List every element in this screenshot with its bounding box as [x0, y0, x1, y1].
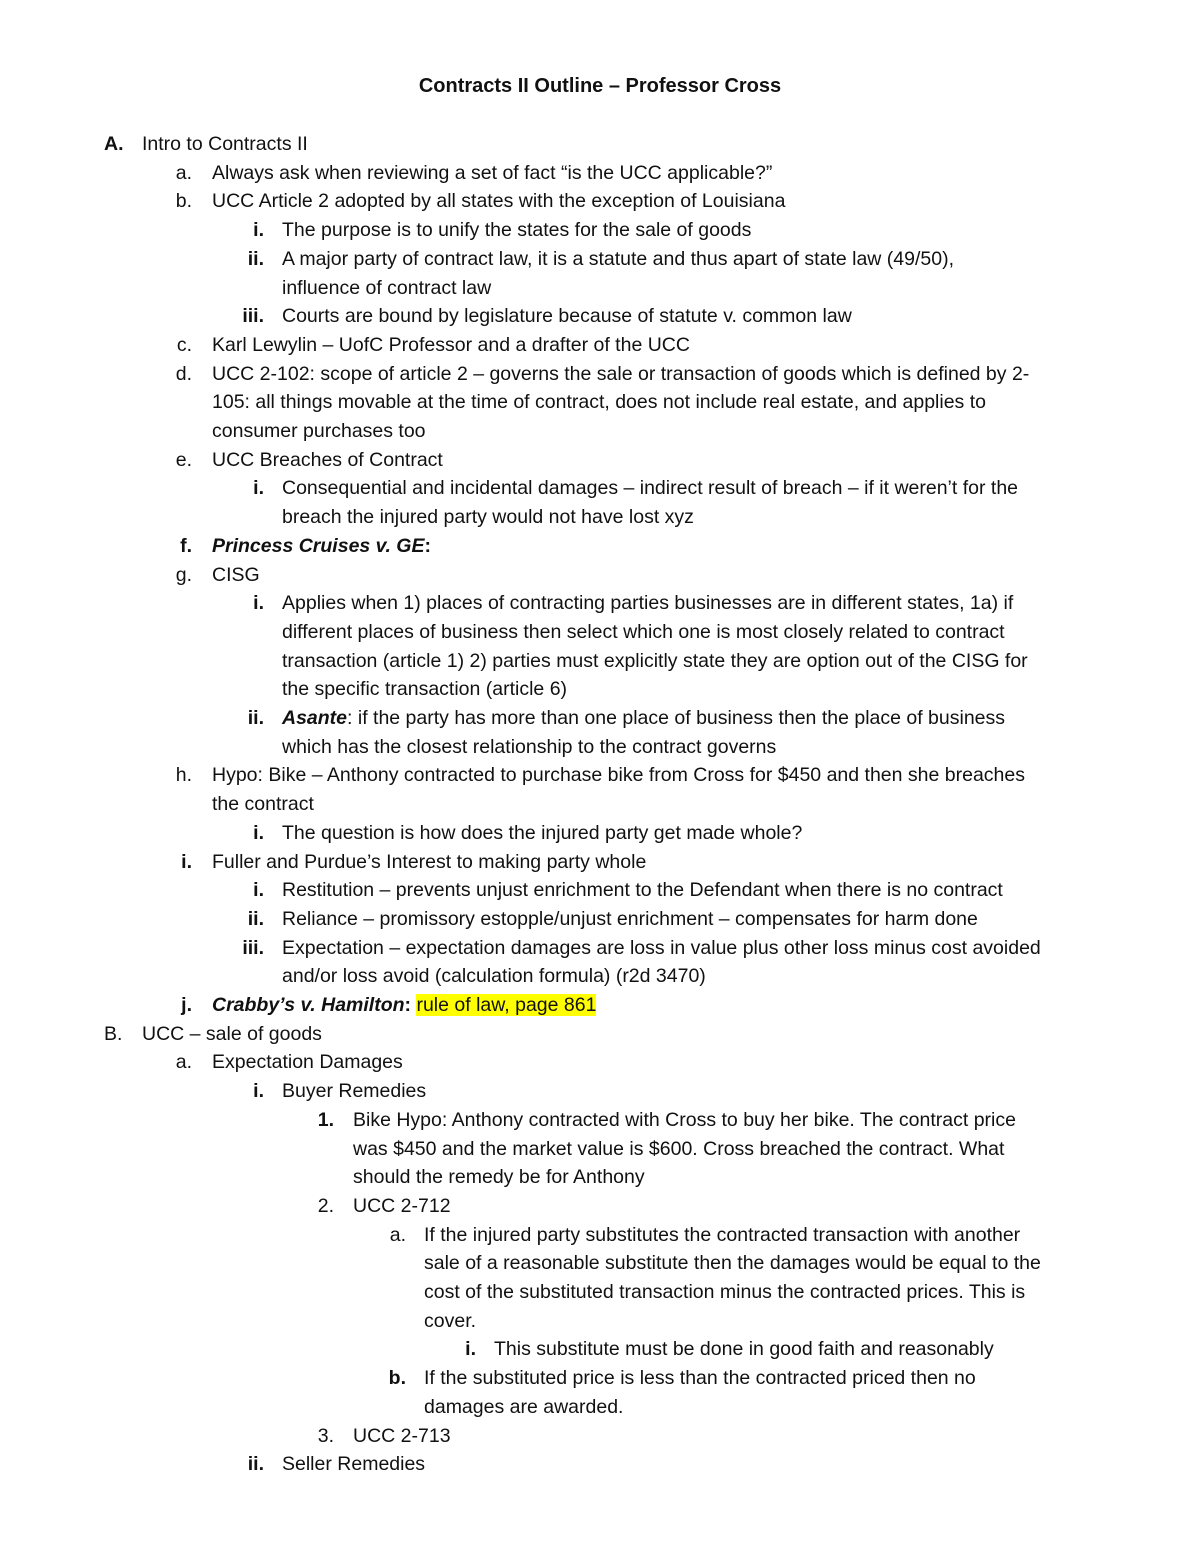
list-marker: h. — [175, 764, 192, 787]
list-item-text: UCC Breaches of Contract — [212, 448, 443, 471]
list-item-text: Always ask when reviewing a set of fact “is the UCC applicable?” — [212, 161, 773, 184]
list-item-continuation: and/or loss avoid (calculation formula) (r2d 3470) — [282, 965, 706, 988]
list-marker: e. — [175, 448, 192, 471]
list-marker: a. — [389, 1223, 406, 1246]
list-item-continuation: which has the closest relationship to the contract governs — [282, 735, 777, 758]
section-heading: Intro to Contracts II — [142, 133, 308, 155]
list-item-continuation: cover. — [424, 1309, 477, 1332]
list-marker: i. — [181, 850, 192, 873]
list-item-text: Expectation Damages — [212, 1051, 403, 1074]
list-marker: 3. — [317, 1424, 334, 1447]
list-item-text: Buyer Remedies — [282, 1080, 427, 1103]
list-marker: a. — [175, 161, 192, 184]
list-item-continuation: the specific transaction (article 6) — [282, 678, 568, 701]
case-name: Crabby’s v. Hamilton — [212, 994, 405, 1016]
list-item-text: Restitution – prevents unjust enrichment to the Defendant when there is no contract — [282, 879, 1003, 902]
list-marker: f. — [180, 534, 192, 557]
list-item-continuation: damages are awarded. — [424, 1395, 624, 1418]
list-marker: i. — [253, 1080, 264, 1103]
list-item-text: UCC 2-712 — [353, 1194, 451, 1217]
list-marker: 2. — [317, 1194, 334, 1217]
list-item-text: Applies when 1) places of contracting parties businesses are in different states, 1a) if — [282, 592, 1014, 615]
list-marker: i. — [465, 1338, 476, 1361]
list-item-continuation: consumer purchases too — [212, 420, 426, 442]
list-item-continuation: transaction (article 1) 2) parties must explicitly state they are option out of the CISG for — [282, 649, 1028, 672]
list-item-text: Expectation – expectation damages are loss in value plus other loss minus cost avoided — [282, 936, 1041, 959]
list-item-text: The purpose is to unify the states for the sale of goods — [282, 219, 752, 242]
list-item-continuation: sale of a reasonable substitute then the damages would be equal to the — [424, 1252, 1041, 1275]
list-item-text: Courts are bound by legislature because of statute v. common law — [282, 305, 852, 328]
list-item-text — [212, 991, 596, 1020]
highlighted-text: rule of law, page 861 — [416, 994, 597, 1016]
list-marker: ii. — [247, 1453, 264, 1476]
list-marker: B. — [104, 1022, 123, 1045]
list-item-text: This substitute must be done in good faith and reasonably — [494, 1338, 994, 1361]
list-item-continuation: was $450 and the market value is $600. Cross breached the contract. What — [353, 1137, 1005, 1160]
list-marker: a. — [175, 1051, 192, 1074]
list-item-continuation: 105: all things movable at the time of contract, does not include real estate, and applies to — [212, 391, 986, 414]
case-name: Asante — [282, 707, 348, 729]
list-item-text: UCC 2-102: scope of article 2 – governs the sale or transaction of goods which is defined by 2- — [212, 362, 1030, 385]
list-item-text: Consequential and incidental damages – indirect result of breach – if it weren’t for the — [282, 477, 1019, 500]
section-heading: UCC – sale of goods — [142, 1022, 322, 1045]
list-item-text: Hypo: Bike – Anthony contracted to purchase bike from Cross for $450 and then she breaches — [212, 764, 1025, 787]
list-marker: ii. — [247, 247, 264, 270]
list-item-text — [282, 704, 1005, 733]
list-marker: iii. — [242, 936, 264, 959]
list-item-text: A major party of contract law, it is a statute and thus apart of state law (49/50), — [282, 247, 955, 270]
list-marker: i. — [253, 477, 264, 500]
list-marker: b. — [388, 1367, 406, 1390]
list-item-text — [212, 532, 431, 561]
list-marker: i. — [253, 821, 264, 844]
list-item-text: Karl Lewylin – UofC Professor and a drafter of the UCC — [212, 333, 690, 356]
list-item-text: CISG — [212, 563, 260, 586]
list-item-continuation: different places of business then select which one is most closely related to contract — [282, 620, 1005, 643]
list-marker: c. — [176, 333, 192, 356]
document-title: Contracts II Outline – Professor Cross — [418, 75, 782, 97]
list-item-text: Bike Hypo: Anthony contracted with Cross to buy her bike. The contract price — [353, 1108, 1016, 1131]
list-marker: b. — [175, 190, 192, 213]
list-item-continuation: the contract — [212, 793, 314, 816]
case-text: : if the party has more than one place of business then the place of business — [347, 707, 1006, 729]
list-item-text: Reliance – promissory estopple/unjust enrichment – compensates for harm done — [282, 907, 978, 930]
list-item-text: If the injured party substitutes the contracted transaction with another — [424, 1223, 1021, 1246]
list-marker: iii. — [242, 305, 264, 328]
list-item-text: Seller Remedies — [282, 1453, 426, 1476]
list-marker: i. — [253, 592, 264, 615]
list-item-text: UCC Article 2 adopted by all states with the exception of Louisiana — [212, 190, 786, 213]
list-item-continuation: influence of contract law — [282, 276, 492, 299]
list-marker: j. — [181, 994, 192, 1016]
list-marker: 1. — [317, 1108, 334, 1131]
list-item-text: The question is how does the injured party get made whole? — [282, 821, 803, 844]
list-item-continuation: breach the injured party would not have lost xyz — [282, 506, 694, 529]
list-marker: d. — [175, 362, 192, 385]
list-item-text: Fuller and Purdue’s Interest to making party whole — [212, 850, 647, 873]
list-marker: i. — [253, 219, 264, 242]
list-marker: A. — [104, 133, 124, 155]
list-item-text: UCC 2-713 — [353, 1424, 451, 1447]
list-item-continuation: cost of the substituted transaction minus the contracted prices. This is — [424, 1281, 1026, 1303]
list-marker: ii. — [247, 907, 264, 930]
list-marker: ii. — [247, 707, 264, 729]
case-name: Princess Cruises v. GE — [212, 534, 425, 557]
list-item-text: If the substituted price is less than the contracted priced then no — [424, 1367, 976, 1390]
case-colon: : — [424, 534, 431, 557]
list-item-continuation: should the remedy be for Anthony — [353, 1166, 645, 1189]
case-colon: : — [404, 994, 417, 1016]
list-marker: g. — [175, 563, 192, 586]
list-marker: i. — [253, 879, 264, 902]
